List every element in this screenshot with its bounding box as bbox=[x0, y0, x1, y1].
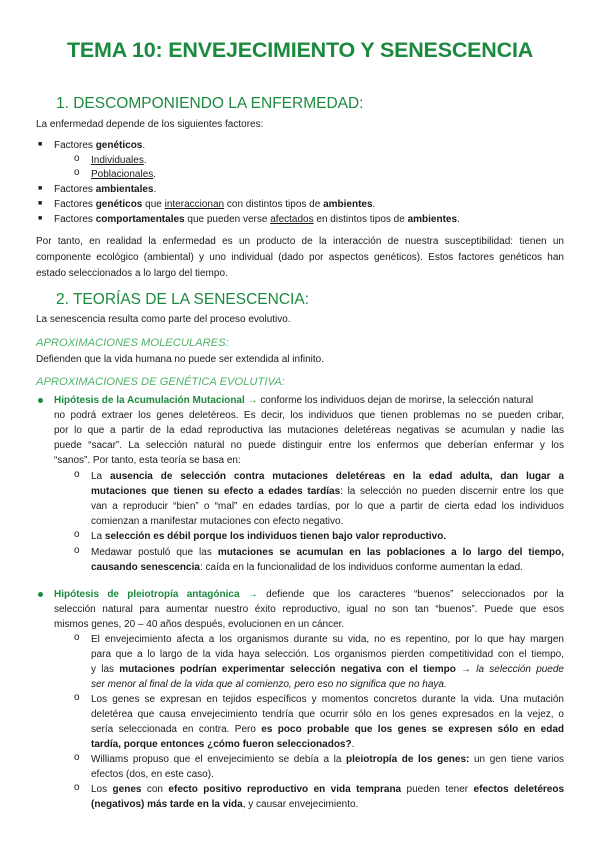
mutation-accumulation-sub1-line-3: van a reproducir “bien” o “mal” en edades tardías, por lo que a partir de cierta edad los individuos bbox=[91, 501, 564, 512]
circle-bullet-icon: o bbox=[74, 692, 80, 703]
mutation-accumulation-line-1: Hipótesis de la Acumulación Mutacional → conforme los individuos dejan de morirse, la selección natural bbox=[54, 395, 534, 406]
antagonistic-pleiotropy-sub3-line-1: Williams propuso que el envejecimiento se debía a la pleiotropía de los genes: un gen tiene varios bbox=[91, 754, 564, 765]
square-bullet-icon: ■ bbox=[38, 141, 43, 148]
antagonistic-pleiotropy-line-1: Hipótesis de pleiotropía antagónica → defiende que los caracteres “buenos” seleccionados por la bbox=[54, 589, 564, 600]
circle-bullet-icon: o bbox=[74, 469, 80, 480]
green-bullet-icon bbox=[38, 592, 43, 597]
factor-behavioral: Factores comportamentales que pueden verse afectados en distintos tipos de ambientes. bbox=[54, 214, 460, 225]
section-1-intro: La enfermedad depende de los siguientes factores: bbox=[36, 119, 264, 130]
mutation-accumulation-line-4: puede “sacar”. La selección natural no puede distinguir entre los enfermos que deberían enfermar y los bbox=[54, 440, 564, 451]
circle-bullet-icon: o bbox=[74, 782, 80, 793]
mutation-accumulation-sub1-line-1: La ausencia de selección contra mutaciones deletéreas en la edad adulta, dan lugar a bbox=[91, 471, 565, 482]
square-bullet-icon: ■ bbox=[38, 215, 43, 222]
factor-genetic-population: Poblacionales. bbox=[91, 169, 157, 180]
antagonistic-pleiotropy-sub2-line-3: sería seleccionada en contra. Pero es poco probable que los genes se expresen sólo en edad bbox=[91, 724, 564, 735]
molecular-approaches-heading: APROXIMACIONES MOLECULARES: bbox=[36, 337, 229, 349]
antagonistic-pleiotropy-sub4-line-2: (negativos) más tarde en la vida, y causar envejecimiento. bbox=[91, 799, 359, 810]
antagonistic-pleiotropy-sub1-line-1: El envejecimiento afecta a los organismos durante su vida, no es repentino, por lo que hay margen bbox=[91, 634, 564, 645]
mutation-accumulation-line-3: por lo que a partir de la edad reproductiva las mutaciones deletéreas negativas se acumulan y nadie las bbox=[54, 425, 564, 436]
document-title: TEMA 10: ENVEJECIMIENTO Y SENESCENCIA bbox=[66, 38, 534, 62]
factor-genetic-individual: Individuales. bbox=[91, 155, 147, 166]
antagonistic-pleiotropy-sub1-line-3: y las mutaciones podrían experimentar selección negativa con el tiempo → la selección puede bbox=[91, 664, 564, 675]
mutation-accumulation-line-5: “sanos”. Por tanto, esta teoría se basa en: bbox=[54, 455, 241, 466]
mutation-accumulation-sub3-line-2: causando senescencia: caída en la funcionalidad de los individuos conforme aumentan la edad. bbox=[91, 562, 523, 573]
antagonistic-pleiotropy-sub4-line-1: Los genes con efecto positivo reproductivo en vida temprana pueden tener efectos deletéreos bbox=[91, 784, 565, 795]
circle-bullet-icon: o bbox=[74, 529, 80, 540]
section-1-heading: 1. DESCOMPONIENDO LA ENFERMEDAD: bbox=[56, 95, 364, 112]
antagonistic-pleiotropy-line-3: mismos genes, 20 – 40 años después, evolucionen en un cáncer. bbox=[54, 619, 345, 630]
square-bullet-icon: ■ bbox=[38, 200, 43, 207]
section-2-heading: 2. TEORÍAS DE LA SENESCENCIA: bbox=[56, 291, 309, 308]
factor-genetic-interaction: Factores genéticos que interaccionan con distintos tipos de ambientes. bbox=[54, 199, 376, 210]
circle-bullet-icon: o bbox=[74, 752, 80, 763]
section-2-intro: La senescencia resulta como parte del proceso evolutivo. bbox=[36, 314, 291, 325]
circle-bullet-icon: o bbox=[74, 153, 80, 164]
green-bullet-icon bbox=[38, 398, 43, 403]
circle-bullet-icon: o bbox=[74, 545, 80, 556]
factor-environmental: Factores ambientales. bbox=[54, 184, 157, 195]
antagonistic-pleiotropy-sub2-line-1: Los genes se expresan en tejidos específicos y momentos concretos durante la vida. Una mutación bbox=[91, 694, 564, 705]
antagonistic-pleiotropy-sub1-line-2: para que a lo largo de la vida haya selección. Los organismos pierden competitividad con el tiempo, bbox=[91, 649, 564, 660]
mutation-accumulation-line-2: no podrá extraer los genes deletéreos. Es decir, los individuos que tienen problemas no se pueden cribar, bbox=[54, 410, 564, 421]
mutation-accumulation-sub1-line-4: comienzan a manifestar mutaciones con efecto negativo. bbox=[91, 516, 344, 527]
antagonistic-pleiotropy-line-2: selección natural para aumentar nuestro éxito reproductivo, igual no son tan “buenos”. Puede que esos bbox=[54, 604, 564, 615]
mutation-accumulation-sub1-line-2: mutaciones que tienen su efecto a edades tardías: la selección no pueden discernir entre los que bbox=[91, 486, 564, 497]
evolutionary-genetics-heading: APROXIMACIONES DE GENÉTICA EVOLUTIVA: bbox=[36, 376, 285, 388]
circle-bullet-icon: o bbox=[74, 632, 80, 643]
section-1-paragraph: Por tanto, en realidad la enfermedad es un producto de la interacción de nuestra susceptibilidad: tienen un componente ecológico (ambiental) y uno individual (dado por aspectos genéticos). Estos factores genéticos han estado seleccionados a lo largo del tiempo. bbox=[36, 236, 564, 279]
mutation-accumulation-sub3-line-1: Medawar postuló que las mutaciones se acumulan en las poblaciones a lo largo del tiempo, bbox=[91, 547, 564, 558]
antagonistic-pleiotropy-sub2-line-4: tardía, porque entonces ¿cómo fueron seleccionados?. bbox=[91, 739, 355, 750]
square-bullet-icon: ■ bbox=[38, 185, 43, 192]
antagonistic-pleiotropy-sub1-line-4: ser menor al final de la vida que al comienzo, pero eso no significa que no haya. bbox=[91, 679, 447, 690]
mutation-accumulation-sub2: La selección es débil porque los individuos tienen bajo valor reproductivo. bbox=[91, 531, 447, 542]
circle-bullet-icon: o bbox=[74, 167, 80, 178]
factor-genetic: Factores genéticos. bbox=[54, 140, 146, 151]
antagonistic-pleiotropy-sub2-line-2: deletérea que causa envejecimiento tendría que ocurrir sólo en los genes expresados en la vejez, o bbox=[91, 709, 564, 720]
antagonistic-pleiotropy-sub3-line-2: efectos (dos, en este caso). bbox=[91, 769, 214, 780]
molecular-approaches-text: Defienden que la vida humana no puede ser extendida al infinito. bbox=[36, 354, 324, 365]
